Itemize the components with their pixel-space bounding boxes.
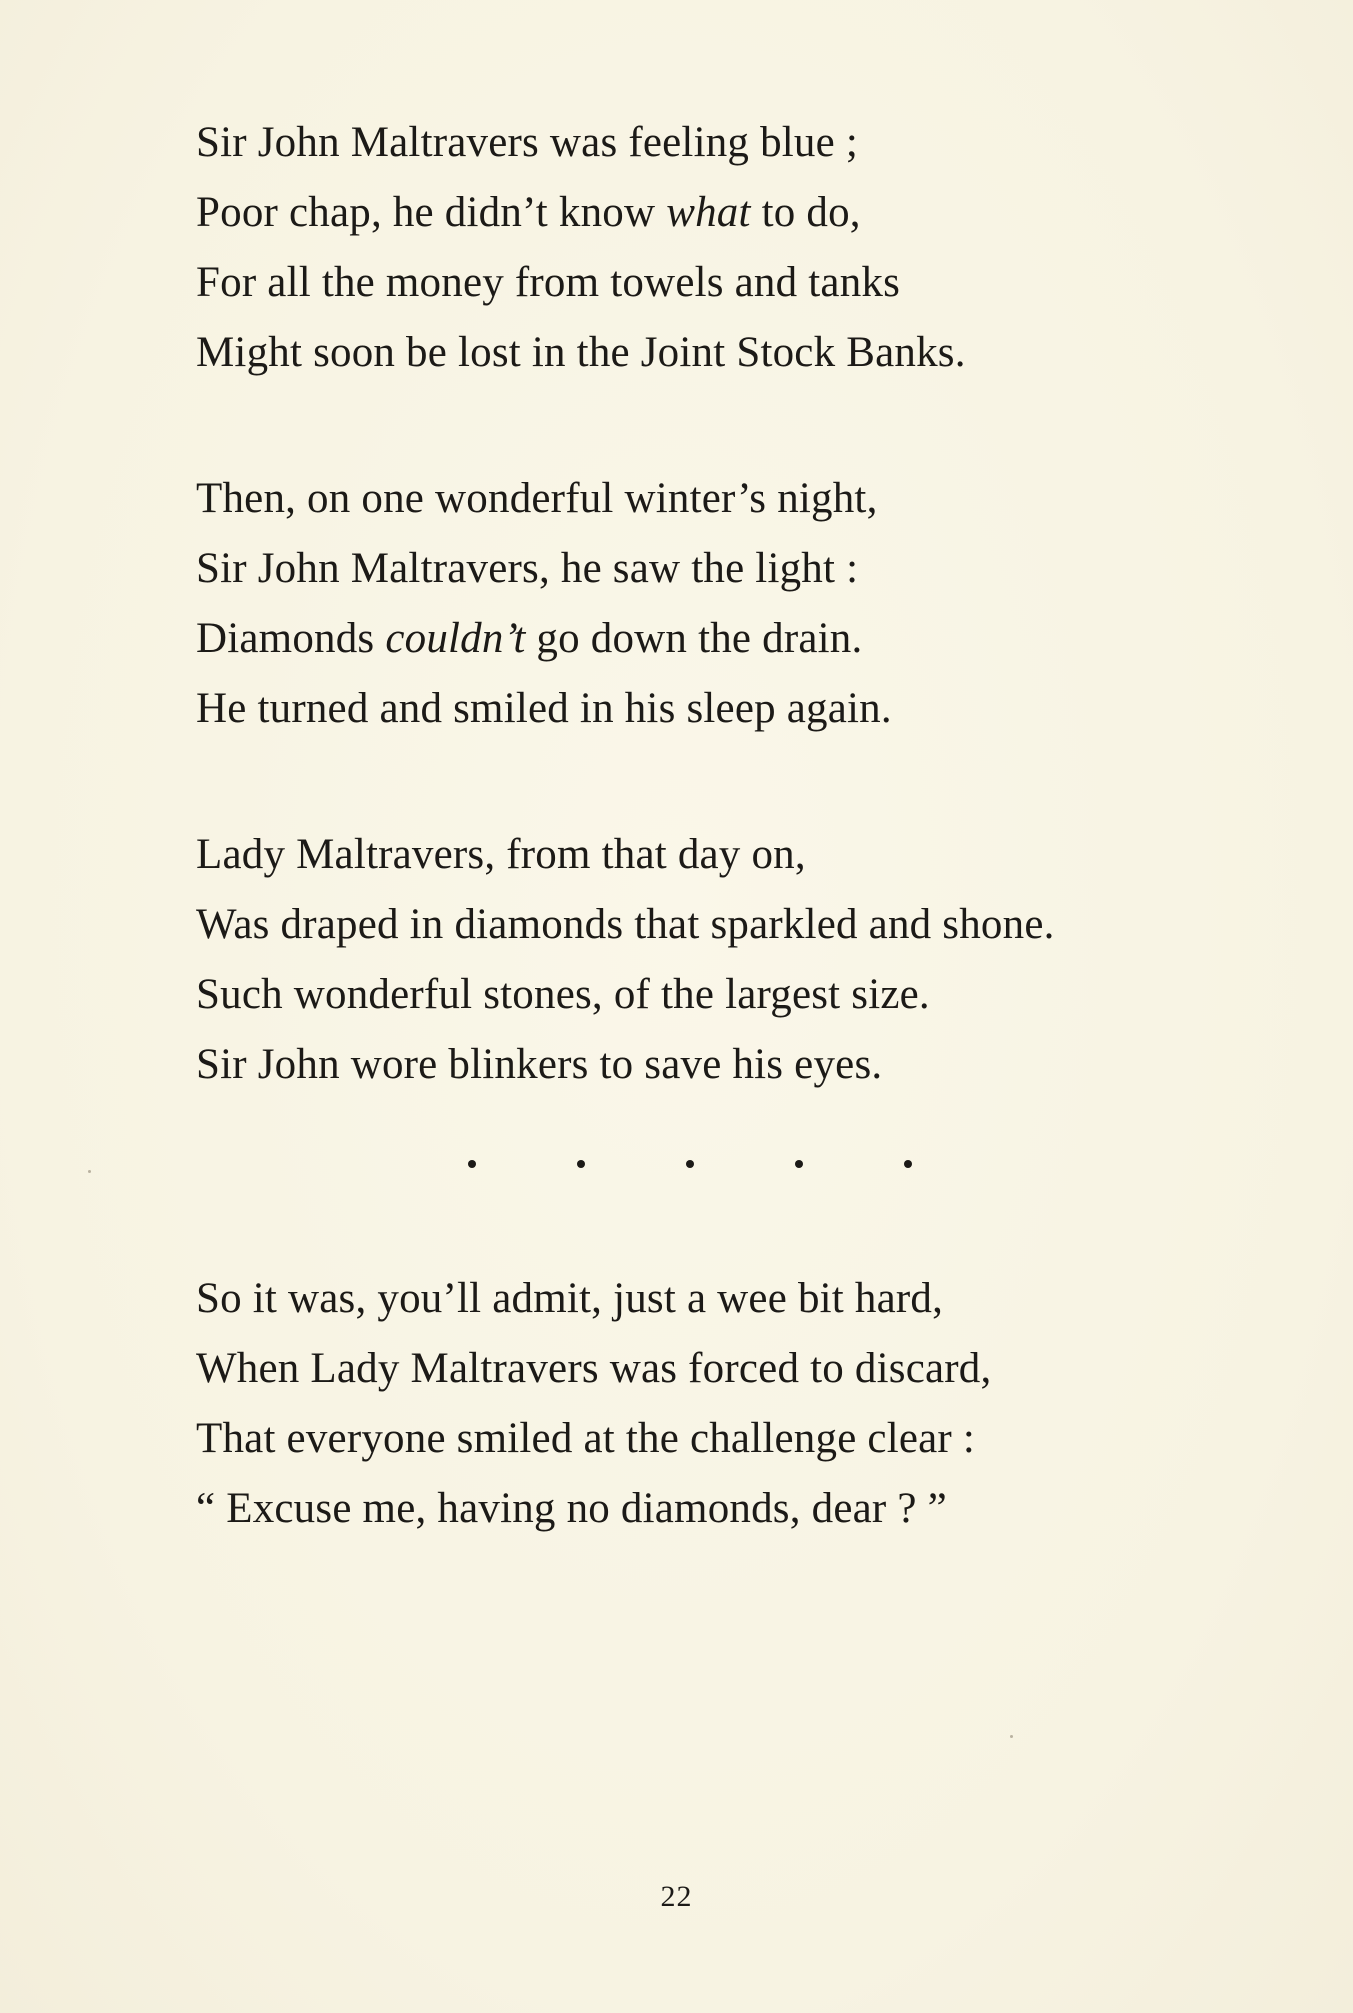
line-text: go down the drain. xyxy=(525,615,863,662)
page-number: 22 xyxy=(660,1880,693,1913)
poem-line xyxy=(196,1030,1316,1100)
poem-line xyxy=(196,178,1316,248)
line-text: Was draped in diamonds that sparkled and shone. xyxy=(196,901,1055,948)
separator-dot xyxy=(795,1160,803,1168)
poem-line xyxy=(196,1474,1316,1544)
paper-speck xyxy=(1010,1735,1013,1738)
separator-dot xyxy=(686,1160,694,1168)
poem-line xyxy=(196,604,1316,674)
poem-line xyxy=(196,674,1316,744)
paper-speck xyxy=(88,1170,91,1173)
poem-line xyxy=(196,534,1316,604)
line-text: Sir John Maltravers, he saw the light : xyxy=(196,545,859,592)
poem-line xyxy=(196,960,1316,1030)
stanza xyxy=(196,108,1316,388)
line-text: Lady Maltravers, from that day on, xyxy=(196,831,806,878)
separator-dot xyxy=(577,1160,585,1168)
poem-line xyxy=(196,464,1316,534)
italic-text: what xyxy=(666,189,751,236)
line-text: to do, xyxy=(750,189,861,236)
line-text: For all the money from towels and tanks xyxy=(196,259,901,306)
line-text: Sir John Maltravers was feeling blue ; xyxy=(196,119,859,166)
line-text: “ Excuse me, having no diamonds, dear ? ” xyxy=(196,1485,947,1532)
stanza xyxy=(196,464,1316,744)
poem-line xyxy=(196,820,1316,890)
final-stanza xyxy=(196,1264,1316,1544)
line-text: When Lady Maltravers was forced to discard, xyxy=(196,1345,992,1392)
poem-line xyxy=(196,1264,1316,1334)
separator-dot xyxy=(468,1160,476,1168)
poem-body xyxy=(196,108,1316,1176)
line-text: So it was, you’ll admit, just a wee bit hard, xyxy=(196,1275,944,1322)
separator-dot xyxy=(904,1160,912,1168)
poem-line xyxy=(196,318,1316,388)
line-text: Poor chap, he didn’t know xyxy=(196,189,667,236)
poem-line xyxy=(196,1334,1316,1404)
line-text: Diamonds xyxy=(196,615,386,662)
stanza-separator xyxy=(0,1160,1353,1200)
line-text: Sir John wore blinkers to save his eyes. xyxy=(196,1041,883,1088)
line-text: That everyone smiled at the challenge clear : xyxy=(196,1415,976,1462)
poem-line xyxy=(196,890,1316,960)
line-text: Such wonderful stones, of the largest size. xyxy=(196,971,930,1018)
poem-line xyxy=(196,1404,1316,1474)
line-text: Might soon be lost in the Joint Stock Banks. xyxy=(196,329,966,376)
poem-line xyxy=(196,248,1316,318)
italic-text: couldn’t xyxy=(385,615,526,662)
line-text: He turned and smiled in his sleep again. xyxy=(196,685,892,732)
stanza xyxy=(196,820,1316,1100)
line-text: Then, on one wonderful winter’s night, xyxy=(196,475,878,522)
poem-line xyxy=(196,108,1316,178)
